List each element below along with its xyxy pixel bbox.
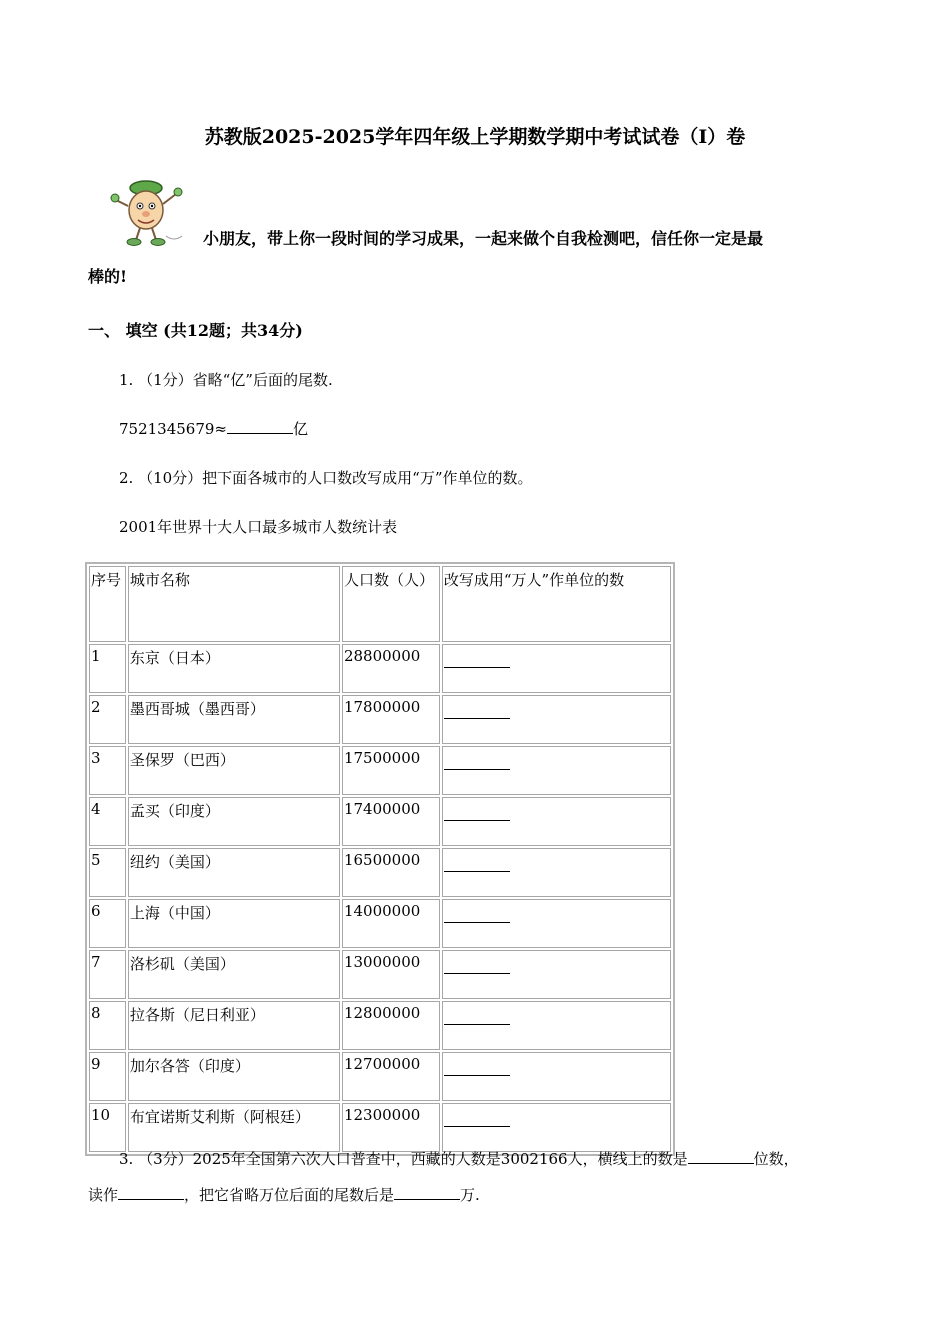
row-number-cell: 5 xyxy=(89,848,126,897)
population-cell: 14000000 xyxy=(342,899,440,948)
answer-blank[interactable] xyxy=(444,1004,510,1025)
city-name-cell: 东京（日本） xyxy=(128,644,340,693)
question-3-text: 万. xyxy=(460,1186,480,1204)
answer-cell xyxy=(442,899,671,948)
answer-blank[interactable] xyxy=(394,1185,460,1200)
question-3-line-2 xyxy=(88,1184,480,1205)
population-cell: 28800000 xyxy=(342,644,440,693)
header-cell: 序号 xyxy=(89,566,126,642)
table-header-row xyxy=(89,566,671,642)
question-1-expression xyxy=(119,418,308,439)
answer-blank[interactable] xyxy=(444,1055,510,1076)
population-cell: 16500000 xyxy=(342,848,440,897)
answer-blank[interactable] xyxy=(444,800,510,821)
answer-blank[interactable] xyxy=(444,698,510,719)
table-row xyxy=(89,746,671,795)
answer-cell xyxy=(442,695,671,744)
city-name-cell: 孟买（印度） xyxy=(128,797,340,846)
population-cell: 17500000 xyxy=(342,746,440,795)
expression-value: 7521345679≈ xyxy=(119,420,228,438)
city-name-cell: 洛杉矶（美国） xyxy=(128,950,340,999)
row-number-cell: 10 xyxy=(89,1103,126,1152)
answer-blank[interactable] xyxy=(227,419,293,434)
question-3-text: 位数， xyxy=(753,1150,799,1168)
table-caption: 2001年世界十大人口最多城市人数统计表 xyxy=(119,518,398,536)
answer-cell xyxy=(442,644,671,693)
intro-text: 小朋友，带上你一段时间的学习成果，一起来做个自我检测吧，信任你一定是最 xyxy=(203,229,764,248)
answer-blank[interactable] xyxy=(688,1149,754,1164)
population-cell: 17400000 xyxy=(342,797,440,846)
population-cell: 12300000 xyxy=(342,1103,440,1152)
row-number-cell: 4 xyxy=(89,797,126,846)
answer-cell xyxy=(442,1001,671,1050)
city-name-cell: 上海（中国） xyxy=(128,899,340,948)
table-row xyxy=(89,848,671,897)
answer-cell xyxy=(442,797,671,846)
answer-blank[interactable] xyxy=(444,1106,510,1127)
table-row xyxy=(89,797,671,846)
answer-cell xyxy=(442,1103,671,1152)
page-title: 苏教版2025-2025学年四年级上学期数学期中考试试卷（I）卷 xyxy=(204,126,746,148)
intro-text-continued: 棒的! xyxy=(88,267,128,286)
expression-unit: 亿 xyxy=(293,420,309,438)
row-number-cell: 1 xyxy=(89,644,126,693)
question-3-text: ，把它省略万位后面的尾数后是 xyxy=(184,1186,395,1204)
answer-cell xyxy=(442,746,671,795)
city-name-cell: 圣保罗（巴西） xyxy=(128,746,340,795)
table-row xyxy=(89,1001,671,1050)
city-name-cell: 布宜诺斯艾利斯（阿根廷） xyxy=(128,1103,340,1152)
answer-blank[interactable] xyxy=(444,902,510,923)
table-row xyxy=(89,1052,671,1101)
answer-blank[interactable] xyxy=(118,1185,184,1200)
question-3-text: 3. （3分）2025年全国第六次人口普查中，西藏的人数是3002166人，横线上的数是 xyxy=(119,1150,688,1168)
table-row xyxy=(89,695,671,744)
city-name-cell: 纽约（美国） xyxy=(128,848,340,897)
table-row xyxy=(89,644,671,693)
header-cell: 城市名称 xyxy=(128,566,340,642)
answer-cell xyxy=(442,1052,671,1101)
city-name-cell: 墨西哥城（墨西哥） xyxy=(128,695,340,744)
row-number-cell: 3 xyxy=(89,746,126,795)
row-number-cell: 6 xyxy=(89,899,126,948)
question-3-line-1 xyxy=(119,1148,799,1169)
population-cell: 12700000 xyxy=(342,1052,440,1101)
table-row xyxy=(89,1103,671,1152)
table-row xyxy=(89,950,671,999)
city-name-cell: 加尔各答（印度） xyxy=(128,1052,340,1101)
question-1-stem: 1. （1分）省略“亿”后面的尾数. xyxy=(119,371,333,389)
row-number-cell: 9 xyxy=(89,1052,126,1101)
city-name-cell: 拉各斯（尼日利亚） xyxy=(128,1001,340,1050)
row-number-cell: 2 xyxy=(89,695,126,744)
table-row xyxy=(89,899,671,948)
question-3-text: 读作 xyxy=(88,1186,119,1204)
header-cell: 改写成用“万人”作单位的数 xyxy=(442,566,671,642)
population-table xyxy=(85,562,675,1156)
answer-blank[interactable] xyxy=(444,851,510,872)
answer-blank[interactable] xyxy=(444,749,510,770)
answer-cell xyxy=(442,950,671,999)
answer-blank[interactable] xyxy=(444,953,510,974)
mascot-illustration xyxy=(108,176,188,248)
row-number-cell: 7 xyxy=(89,950,126,999)
answer-blank[interactable] xyxy=(444,647,510,668)
header-cell: 人口数（人） xyxy=(342,566,440,642)
population-cell: 17800000 xyxy=(342,695,440,744)
section-heading: 一、 填空 (共12题；共34分) xyxy=(88,321,303,340)
population-cell: 13000000 xyxy=(342,950,440,999)
population-cell: 12800000 xyxy=(342,1001,440,1050)
answer-cell xyxy=(442,848,671,897)
question-2-stem: 2. （10分）把下面各城市的人口数改写成用“万”作单位的数。 xyxy=(119,469,533,487)
row-number-cell: 8 xyxy=(89,1001,126,1050)
